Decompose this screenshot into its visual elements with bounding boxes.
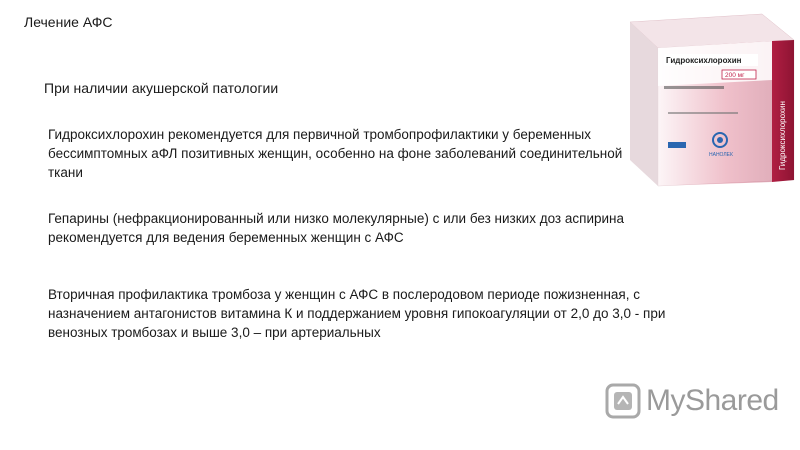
paragraph-secondary-prophylaxis: Вторичная профилактика тромбоза у женщин с АФС в послеродовом периоде пожизненная, с назначением антагонистов витамина К и поддержанием уровня гипокоагуляции от 2,0 до 3,0 - при венозных тромбозах и выше 3,0 – при артериальных xyxy=(48,287,666,340)
box-brand: НАНОЛЕК xyxy=(709,152,733,158)
slide-subtitle: При наличии акушерской патологии xyxy=(44,80,279,96)
paragraph-heparins: Гепарины (нефракционированный или низко молекулярные) с или без низких доз аспирина рекомендуется для ведения беременных женщин с АФС xyxy=(48,211,624,245)
box-side-name: Гидроксихлорохин xyxy=(778,101,787,170)
box-product-name: Гидроксихлорохин xyxy=(666,56,742,65)
medicine-box-image xyxy=(612,10,800,195)
myshared-logo-icon xyxy=(604,382,642,420)
box-dose: 200 мг xyxy=(725,72,745,79)
paragraph-hydroxychloroquine: Гидроксихлорохин рекомендуется для первичной тромбопрофилактики у беременных бессимптомных аФЛ позитивных женщин, особенно на фоне заболеваний соединительной ткани xyxy=(48,127,623,180)
slide-title: Лечение АФС xyxy=(24,14,113,30)
myshared-text: MyShared xyxy=(646,384,779,417)
myshared-watermark xyxy=(604,381,779,421)
